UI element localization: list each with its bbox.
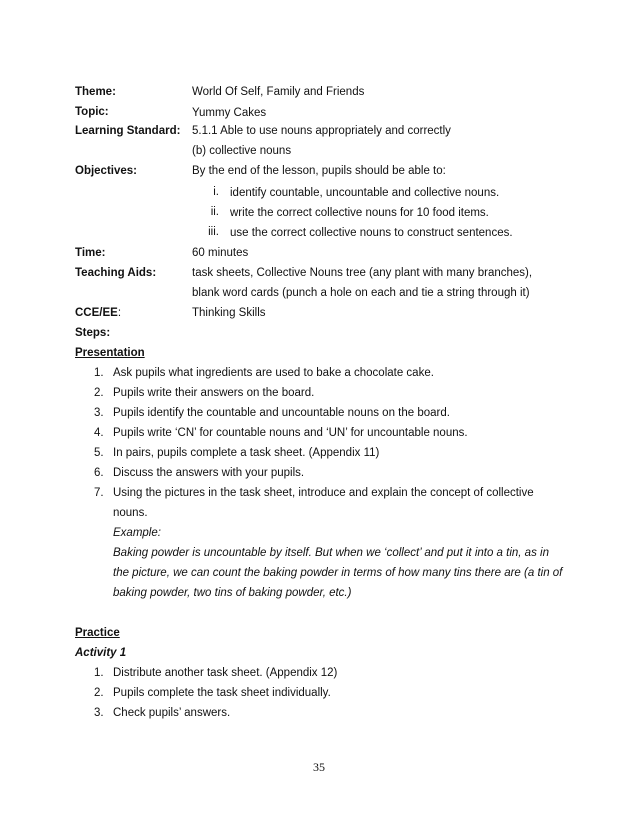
list-item: Distribute another task sheet. (Appendix 12) bbox=[113, 667, 338, 679]
list-item: Pupils write ‘CN’ for countable nouns and ‘UN’ for uncountable nouns. bbox=[113, 427, 468, 439]
steps-label: Steps: bbox=[75, 327, 111, 339]
list-item-number: 4. bbox=[94, 427, 104, 439]
objective-text: identify countable, uncountable and collective nouns. bbox=[230, 187, 500, 199]
list-item: Check pupils’ answers. bbox=[113, 707, 231, 719]
example-text: baking powder, two tins of baking powder, etc.) bbox=[113, 587, 352, 599]
list-item-number: 1. bbox=[94, 367, 104, 379]
objectives-label: Objectives: bbox=[75, 165, 137, 177]
teaching-aids-value-cont: blank word cards (punch a hole on each and tie a string through it) bbox=[192, 287, 530, 299]
objective-number: ii. bbox=[210, 206, 219, 218]
list-item-number: 1. bbox=[94, 667, 104, 679]
topic-label: Topic: bbox=[75, 106, 109, 118]
objectives-intro: By the end of the lesson, pupils should be able to: bbox=[192, 165, 446, 177]
list-item: Pupils complete the task sheet individually. bbox=[113, 687, 331, 699]
objective-number: i. bbox=[213, 186, 219, 198]
list-item: In pairs, pupils complete a task sheet. (Appendix 11) bbox=[113, 447, 380, 459]
theme-value: World Of Self, Family and Friends bbox=[192, 86, 365, 98]
cce-label: CCE/EE bbox=[75, 307, 118, 319]
theme-label: Theme: bbox=[75, 86, 116, 98]
practice-heading: Practice bbox=[75, 627, 120, 639]
list-item-number: 3. bbox=[94, 707, 104, 719]
example-text: Baking powder is uncountable by itself. But when we ‘collect’ and put it into a tin, as in bbox=[113, 547, 549, 559]
list-item-number: 7. bbox=[94, 487, 104, 499]
cce-value: Thinking Skills bbox=[192, 307, 266, 319]
list-item: Pupils write their answers on the board. bbox=[113, 387, 315, 399]
teaching-aids-label: Teaching Aids: bbox=[75, 267, 157, 279]
page-number: 35 bbox=[313, 760, 325, 774]
teaching-aids-value: task sheets, Collective Nouns tree (any plant with many branches), bbox=[192, 267, 533, 279]
example-label: Example: bbox=[113, 527, 161, 539]
list-item-continuation: nouns. bbox=[113, 507, 148, 519]
example-text: the picture, we can count the baking powder in terms of how many tins there are (a tin of bbox=[113, 567, 563, 579]
presentation-heading: Presentation bbox=[75, 347, 145, 359]
list-item-number: 3. bbox=[94, 407, 104, 419]
cce-label-wrap bbox=[75, 306, 121, 320]
list-item-number: 6. bbox=[94, 467, 104, 479]
list-item-number: 5. bbox=[94, 447, 104, 459]
list-item: Ask pupils what ingredients are used to bake a chocolate cake. bbox=[113, 367, 434, 379]
activity-heading: Activity 1 bbox=[75, 647, 127, 659]
list-item-number: 2. bbox=[94, 387, 104, 399]
learning-standard-value: 5.1.1 Able to use nouns appropriately and correctly bbox=[192, 125, 451, 137]
objective-text: use the correct collective nouns to construct sentences. bbox=[230, 227, 513, 239]
learning-standard-sub: (b) collective nouns bbox=[192, 145, 292, 157]
objective-text: write the correct collective nouns for 10 food items. bbox=[230, 207, 489, 219]
list-item: Pupils identify the countable and uncountable nouns on the board. bbox=[113, 407, 450, 419]
learning-standard-label: Learning Standard: bbox=[75, 125, 181, 137]
list-item: Using the pictures in the task sheet, introduce and explain the concept of collective bbox=[113, 487, 534, 499]
list-item-number: 2. bbox=[94, 687, 104, 699]
time-label: Time: bbox=[75, 247, 106, 259]
topic-value: Yummy Cakes bbox=[192, 107, 267, 119]
list-item: Discuss the answers with your pupils. bbox=[113, 467, 305, 479]
cce-colon: : bbox=[117, 307, 122, 319]
objective-number: iii. bbox=[208, 226, 219, 238]
time-value: 60 minutes bbox=[192, 247, 249, 259]
